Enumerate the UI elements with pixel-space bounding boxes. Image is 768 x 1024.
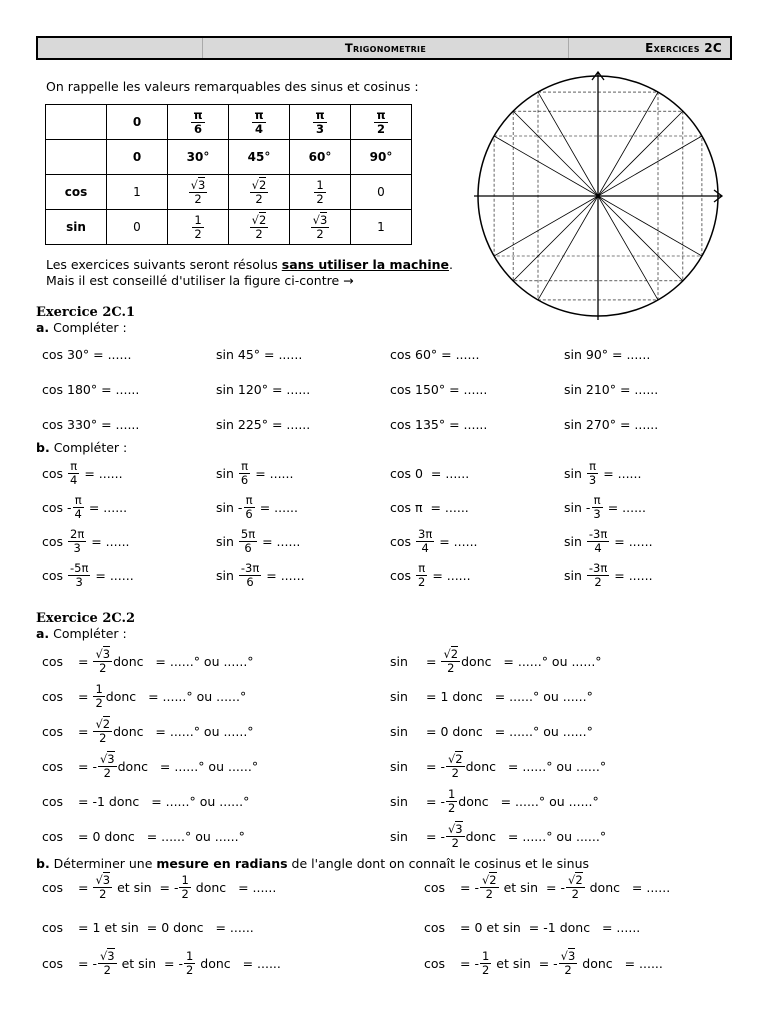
exercise-item: cos 135° = ...... <box>390 416 488 432</box>
intro-text: On rappelle les valeurs remarquables des sinus et cosinus : <box>46 79 419 94</box>
exercise-item: cos 30° = ...... <box>42 346 132 362</box>
exercise-item: cos $\frac{\pi}{2}$ = ...... <box>390 561 471 589</box>
exercise-item: cos = $\frac{√3}{2}$ donc = ......° ou ......° <box>42 647 254 675</box>
radius-line <box>598 196 683 281</box>
table-cell: 90° <box>351 140 412 175</box>
note-line-2: Mais il est conseillé d'utiliser la figure ci-contre → <box>46 273 354 288</box>
exercise-item: cos = 0 et sin = -1 donc = ...... <box>424 919 641 935</box>
radius-line <box>494 136 598 196</box>
table-cell: 0 <box>107 210 168 245</box>
exercise-item: sin - $\frac{\pi}{3}$ = ...... <box>564 493 646 521</box>
exercise-item: sin = - $\frac{1}{2}$ donc = ......° ou ......° <box>390 787 599 815</box>
radius-line <box>513 111 598 196</box>
header-title: Trigonometrie <box>203 38 569 58</box>
exercise-item: cos 330° = ...... <box>42 416 140 432</box>
exercise-item: cos = $\frac{1}{2}$ donc = ......° ou ......° <box>42 682 247 710</box>
exercise-2b-instruction: b. Déterminer une mesure en radians de l'angle dont on connaît le cosinus et le sinus <box>36 856 590 871</box>
exercise-item: sin = 0 donc = ......° ou ......° <box>390 723 593 739</box>
exercise-item: sin = $\frac{√2}{2}$ donc = ......° ou ......° <box>390 647 602 675</box>
exercise-1a-instruction: a. Compléter : <box>36 320 127 335</box>
table-cell: $\frac{\pi}{3}$ <box>290 105 351 140</box>
exercise-item: cos = 0 donc = ......° ou ......° <box>42 828 245 844</box>
table-empty-cell <box>46 105 107 140</box>
exercise-item: sin = - $\frac{√3}{2}$ donc = ......° ou ......° <box>390 822 607 850</box>
exercise-item: sin - $\frac{\pi}{6}$ = ...... <box>216 493 298 521</box>
exercise-item: cos = $\frac{√2}{2}$ donc = ......° ou ......° <box>42 717 254 745</box>
exercise-item: cos = 1 et sin = 0 donc = ...... <box>42 919 254 935</box>
exercise-item: sin 210° = ...... <box>564 381 659 397</box>
exercise-item: sin 90° = ...... <box>564 346 651 362</box>
table-row-label-sin: sin <box>46 210 107 245</box>
exercise-item: sin $\frac{\pi}{3}$ = ...... <box>564 459 642 487</box>
table-cell: 45° <box>229 140 290 175</box>
table-row-label-cos: cos <box>46 175 107 210</box>
note-line-1: Les exercices suivants seront résolus sans utiliser la machine. <box>46 257 453 272</box>
radius-line <box>598 92 658 196</box>
table-cell: 1 <box>107 175 168 210</box>
table-cell: $\frac{√2}{2}$ <box>229 175 290 210</box>
exercise-item: sin 225° = ...... <box>216 416 311 432</box>
values-table <box>45 104 412 245</box>
exercise-item: cos 150° = ...... <box>390 381 488 397</box>
exercise-item: sin $\frac{-3\pi}{2}$ = ...... <box>564 561 653 589</box>
exercise-item: cos 180° = ...... <box>42 381 140 397</box>
radius-line <box>598 196 658 300</box>
table-cell: $\frac{\pi}{2}$ <box>351 105 412 140</box>
table-cell: $\frac{1}{2}$ <box>290 175 351 210</box>
exercise-item: cos $\frac{2\pi}{3}$ = ...... <box>42 527 130 555</box>
exercise-item: cos = -1 donc = ......° ou ......° <box>42 793 250 809</box>
exercise-item: sin $\frac{\pi}{6}$ = ...... <box>216 459 294 487</box>
exercise-item: cos - $\frac{\pi}{4}$ = ...... <box>42 493 128 521</box>
radius-line <box>513 196 598 281</box>
trig-circle-figure <box>470 68 726 324</box>
exercise-item: cos $\frac{-5\pi}{3}$ = ...... <box>42 561 134 589</box>
exercise-item: sin $\frac{5\pi}{6}$ = ...... <box>216 527 301 555</box>
exercise-2a-instruction: a. Compléter : <box>36 626 127 641</box>
table-cell: 0 <box>107 105 168 140</box>
exercise-item: cos = - $\frac{1}{2}$ et sin = - $\frac{√3}{2}$ donc = ...... <box>424 949 663 977</box>
table-cell: 1 <box>351 210 412 245</box>
table-cell: 0 <box>351 175 412 210</box>
exercise-item: sin $\frac{-3\pi}{4}$ = ...... <box>564 527 653 555</box>
exercise-item: sin 120° = ...... <box>216 381 311 397</box>
table-cell: $\frac{√2}{2}$ <box>229 210 290 245</box>
table-cell: $\frac{1}{2}$ <box>168 210 229 245</box>
radius-line <box>598 136 702 196</box>
exercise-item: cos 0 = ...... <box>390 465 470 481</box>
exercise-item: sin = 1 donc = ......° ou ......° <box>390 688 593 704</box>
exercise-item: cos π = ...... <box>390 499 469 515</box>
table-empty-cell <box>46 140 107 175</box>
exercise-item: sin = - $\frac{√2}{2}$ donc = ......° ou ......° <box>390 752 607 780</box>
radius-line <box>598 196 702 256</box>
header-blank-cell <box>38 38 203 58</box>
exercise-1-title: Exercice 2C.1 <box>36 305 136 320</box>
radius-line <box>598 111 683 196</box>
header-code: Exercices 2C <box>645 41 722 55</box>
table-cell: 0 <box>107 140 168 175</box>
exercise-item: cos 60° = ...... <box>390 346 480 362</box>
table-cell: $\frac{\pi}{6}$ <box>168 105 229 140</box>
exercise-item: sin $\frac{-3\pi}{6}$ = ...... <box>216 561 305 589</box>
exercise-item: cos = - $\frac{√3}{2}$ donc = ......° ou ......° <box>42 752 259 780</box>
page-header <box>36 36 732 60</box>
exercise-1b-instruction: b. Compléter : <box>36 440 128 455</box>
exercise-item: sin 270° = ...... <box>564 416 659 432</box>
table-cell: $\frac{\pi}{4}$ <box>229 105 290 140</box>
table-cell: 60° <box>290 140 351 175</box>
table-cell: $\frac{√3}{2}$ <box>168 175 229 210</box>
exercise-item: cos = $\frac{√3}{2}$ et sin = - $\frac{1}{2}$ donc = ...... <box>42 873 277 901</box>
radius-line <box>494 196 598 256</box>
radius-line <box>538 92 598 196</box>
exercise-item: sin 45° = ...... <box>216 346 303 362</box>
exercise-item: cos = - $\frac{√2}{2}$ et sin = - $\frac{√2}{2}$ donc = ...... <box>424 873 671 901</box>
table-cell: 30° <box>168 140 229 175</box>
table-cell: $\frac{√3}{2}$ <box>290 210 351 245</box>
exercise-2-title: Exercice 2C.2 <box>36 611 136 626</box>
exercise-item: cos $\frac{3\pi}{4}$ = ...... <box>390 527 478 555</box>
exercise-item: cos $\frac{\pi}{4}$ = ...... <box>42 459 123 487</box>
exercise-item: cos = - $\frac{√3}{2}$ et sin = - $\frac{1}{2}$ donc = ...... <box>42 949 281 977</box>
radius-line <box>538 196 598 300</box>
